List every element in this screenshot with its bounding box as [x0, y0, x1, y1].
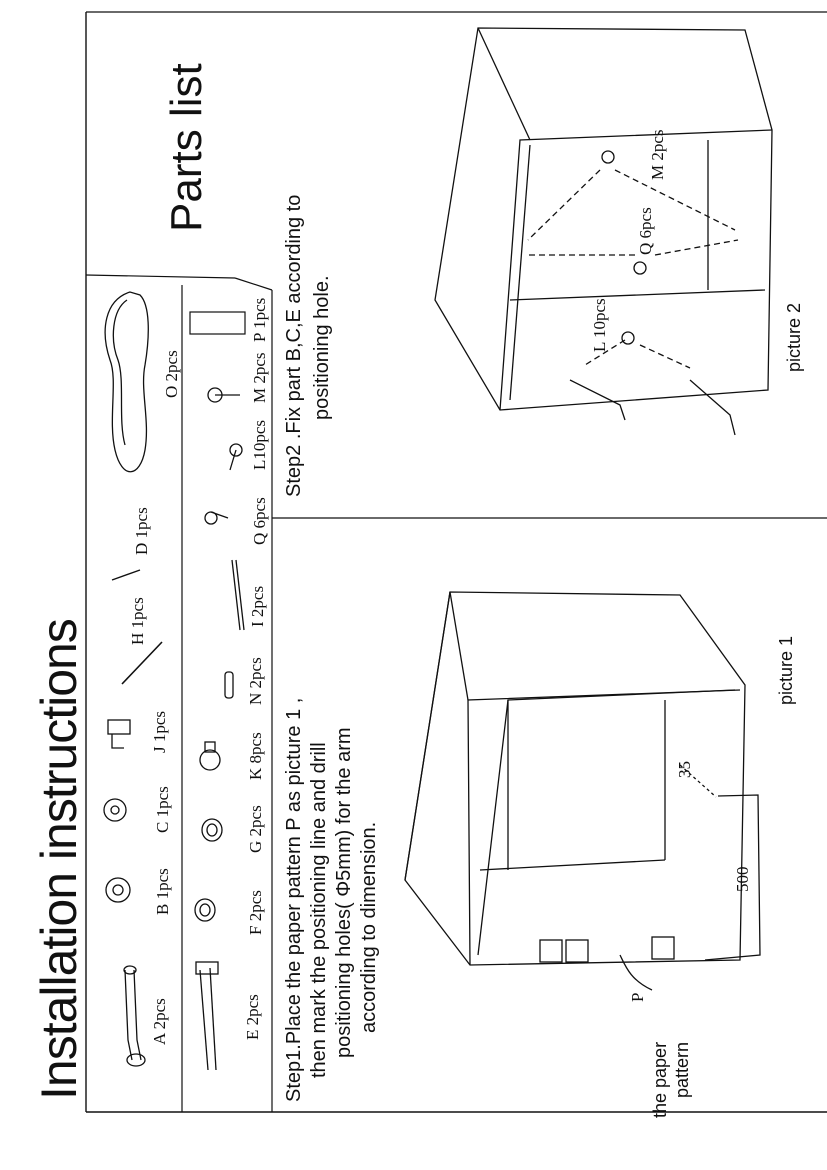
part-b-icon	[106, 878, 130, 902]
part-label-f: F 2pcs	[246, 890, 265, 935]
parts-box-top	[86, 275, 235, 278]
part-label-p: P 1pcs	[250, 297, 269, 342]
part-e-icon	[196, 962, 218, 1070]
paper-pattern-piece	[652, 937, 674, 959]
part-l-icon	[230, 444, 242, 470]
dimension-35-label: 35	[675, 761, 694, 778]
picture1-cabinet	[405, 592, 760, 990]
part-label-a: A 2pcs	[150, 998, 169, 1045]
hinge-arm	[570, 380, 625, 420]
part-f-icon	[195, 899, 215, 921]
part-label-b: B 1pcs	[153, 868, 172, 915]
dimension-500-label: 500	[733, 866, 752, 892]
part-label-j: J 1pcs	[150, 710, 169, 753]
parts-list-title: Parts list	[162, 63, 211, 232]
step1-line-3: positioning holes( Φ5mm) for the arm	[333, 727, 355, 1058]
part-label-h: H 1pcs	[128, 597, 147, 645]
part-n-icon	[225, 672, 233, 698]
picture2-label-l: L 10pcs	[590, 298, 609, 352]
part-label-q: Q 6pcs	[250, 497, 269, 545]
part-label-o: O 2pcs	[162, 350, 181, 398]
paper-pattern-piece	[566, 940, 588, 962]
part-label-c: C 1pcs	[153, 786, 172, 833]
part-h-icon	[122, 642, 162, 684]
page-title: Installation instructions	[31, 619, 87, 1100]
part-label-k: K 8pcs	[246, 732, 265, 780]
part-label-l: L10pcs	[250, 419, 269, 470]
part-label-m: M 2pcs	[250, 352, 269, 403]
picture2-label-m: M 2pcs	[648, 129, 667, 180]
pattern-label-line-2: pattern	[672, 1041, 692, 1098]
guide-arrow	[615, 170, 735, 230]
guide-arrow	[655, 240, 738, 255]
part-g-icon	[202, 819, 222, 841]
step1-line-4: according to dimension.	[358, 821, 380, 1033]
part-c-icon	[104, 799, 126, 821]
picture1-caption: picture 1	[776, 635, 796, 705]
screw-m-icon	[602, 151, 614, 163]
part-a-icon	[124, 966, 145, 1066]
parts-box-corner	[235, 278, 272, 290]
picture2-cabinet	[435, 28, 772, 435]
part-k-icon	[200, 742, 220, 770]
part-o-icon	[105, 292, 148, 472]
part-p-icon	[190, 312, 245, 334]
part-m-icon	[208, 388, 240, 402]
pattern-label-line-1: the paper	[650, 1041, 670, 1118]
screw-q-icon	[634, 262, 646, 274]
guide-arrow	[528, 170, 600, 240]
part-j-icon	[108, 720, 130, 748]
pattern-label-p: P	[628, 992, 647, 1002]
part-label-n: N 2pcs	[246, 657, 265, 705]
paper-pattern-piece	[540, 940, 562, 962]
guide-arrow	[640, 345, 690, 368]
step1-line-1: Step1.Place the paper pattern P as picture 1 ,	[283, 697, 305, 1102]
step1-line-2: then mark the positioning line and drill	[308, 742, 330, 1078]
part-label-d: D 1pcs	[132, 507, 151, 555]
step2-line-1: Step2 .Fix part B,C,E according to	[283, 194, 305, 497]
part-label-g: G 2pcs	[246, 805, 265, 853]
picture2-caption: picture 2	[784, 302, 804, 372]
screw-l-icon	[622, 332, 634, 344]
part-label-i: I 2pcs	[248, 585, 267, 627]
pointer-p	[620, 955, 652, 990]
part-label-e: E 2pcs	[243, 994, 262, 1040]
picture2-label-q: Q 6pcs	[636, 207, 655, 255]
part-d-icon	[112, 570, 140, 580]
part-i-icon	[232, 560, 244, 630]
part-q-icon	[205, 512, 228, 524]
hinge-arm	[690, 380, 735, 435]
step2-line-2: positioning hole.	[311, 275, 333, 420]
